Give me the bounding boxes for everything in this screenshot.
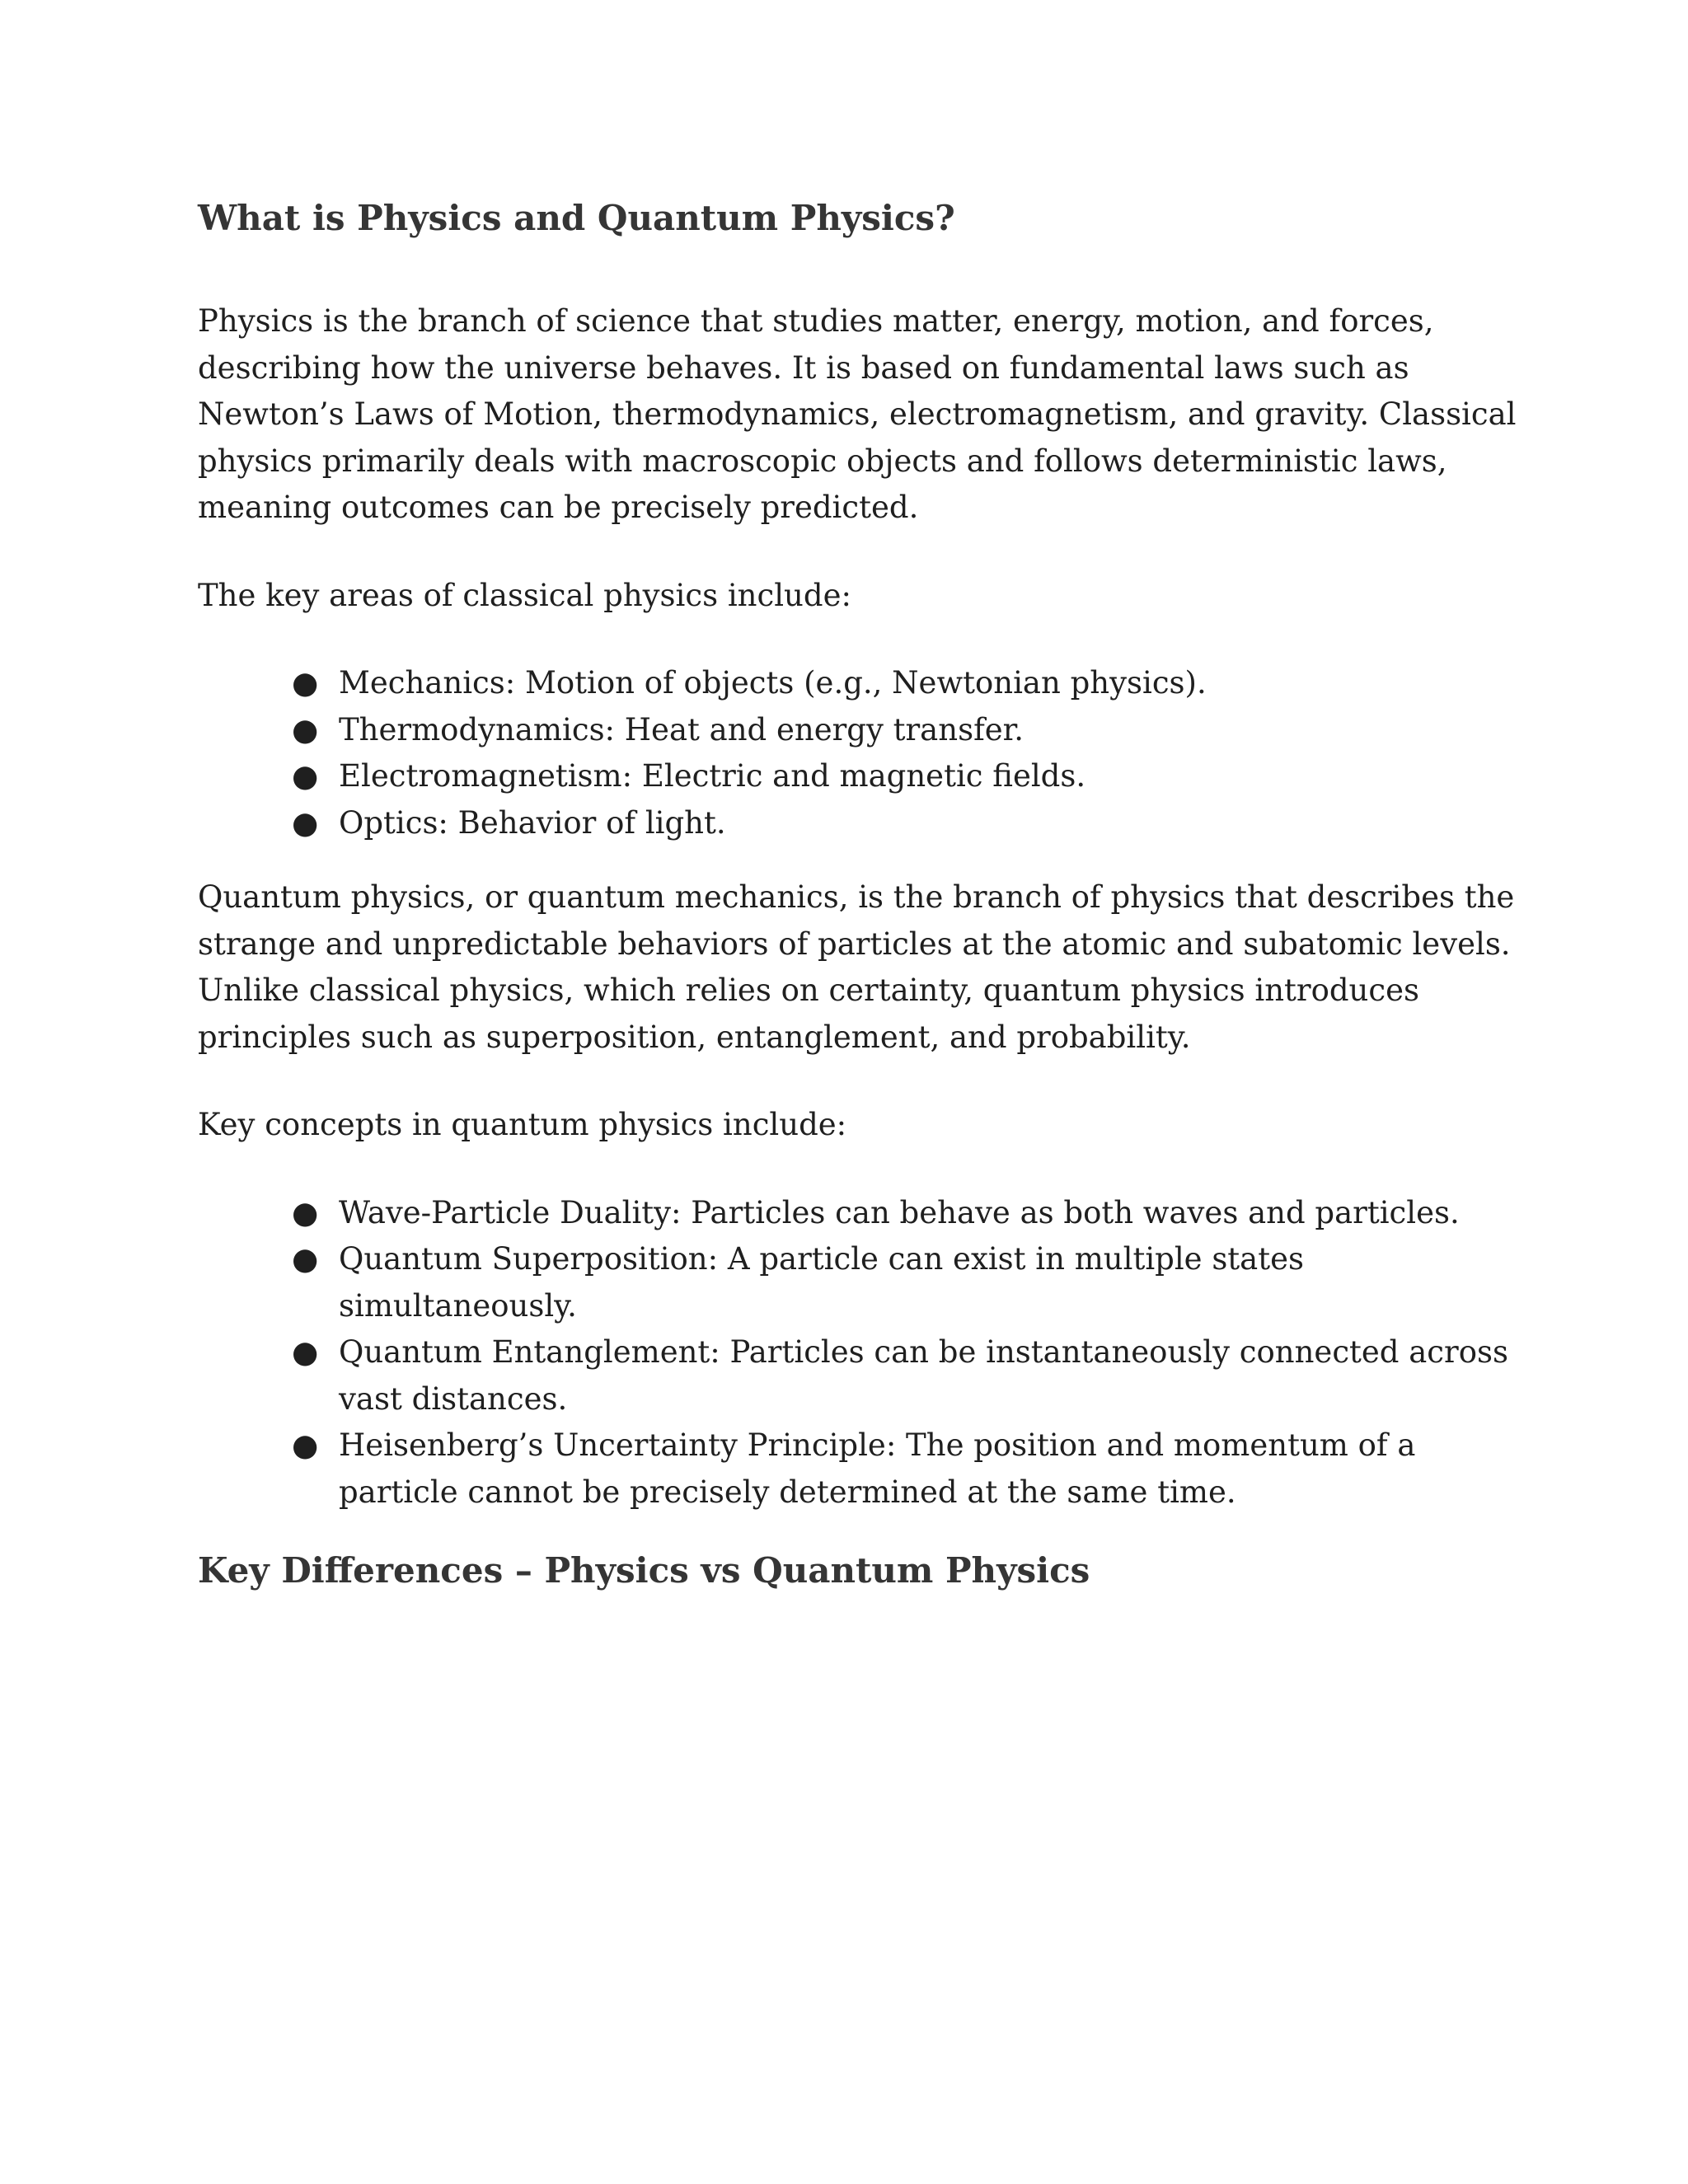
list-item	[198, 707, 1517, 754]
intro-paragraph: Physics is the branch of science that studies matter, energy, motion, and forces, describing how the universe behaves. It is based on fundamental laws such as Newton’s Laws of Motion, thermodynamics, electromagnetism, and gravity. Classical physics primarily deals with macroscopic objects and follows deterministic laws, meaning outcomes can be precisely predicted.	[198, 303, 1517, 525]
bullet-icon: ●	[292, 1241, 319, 1277]
quantum-concepts-intro: Key concepts in quantum physics include:	[198, 1107, 847, 1142]
list-item	[198, 1190, 1517, 1237]
classical-areas-list	[198, 660, 1517, 846]
section-heading: Key Differences – Physics vs Quantum Physics	[198, 1550, 1090, 1591]
list-item-text: Mechanics: Motion of objects (e.g., Newtonian physics).	[339, 665, 1207, 701]
list-item-text: Quantum Entanglement: Particles can be instantaneously connected across vast distances.	[339, 1334, 1508, 1417]
quantum-paragraph: Quantum physics, or quantum mechanics, is the branch of physics that describes the strange and unpredictable behaviors of particles at the atomic and subatomic levels. Unlike classical physics, which relies on certainty, quantum physics introduces principles such as superposition, entanglement, and probability.	[198, 879, 1515, 1055]
bullet-icon: ●	[292, 665, 319, 701]
list-item-text: Wave-Particle Duality: Particles can behave as both waves and particles.	[339, 1194, 1460, 1230]
bullet-icon: ●	[292, 1427, 319, 1463]
list-item	[198, 753, 1517, 800]
classical-areas-intro: The key areas of classical physics include:	[198, 577, 851, 613]
list-item-text: Thermodynamics: Heat and energy transfer.	[339, 711, 1025, 748]
list-item	[198, 1329, 1517, 1422]
list-item	[198, 1422, 1517, 1516]
list-item	[198, 660, 1517, 707]
bullet-icon: ●	[292, 1334, 319, 1370]
document-content	[198, 194, 1517, 1595]
bullet-icon: ●	[292, 1194, 319, 1230]
quantum-concepts-list	[198, 1190, 1517, 1516]
list-item-text: Electromagnetism: Electric and magnetic fields.	[339, 758, 1086, 794]
list-item-text: Heisenberg’s Uncertainty Principle: The position and momentum of a particle cannot be precisely determined at the same time.	[339, 1427, 1416, 1510]
list-item-text: Optics: Behavior of light.	[339, 804, 726, 841]
bullet-icon: ●	[292, 758, 319, 794]
bullet-icon: ●	[292, 804, 319, 841]
page-title: What is Physics and Quantum Physics?	[198, 198, 955, 238]
list-item-text: Quantum Superposition: A particle can exist in multiple states simultaneously.	[339, 1241, 1304, 1324]
bullet-icon: ●	[292, 711, 319, 748]
list-item	[198, 1236, 1517, 1329]
list-item	[198, 800, 1517, 847]
